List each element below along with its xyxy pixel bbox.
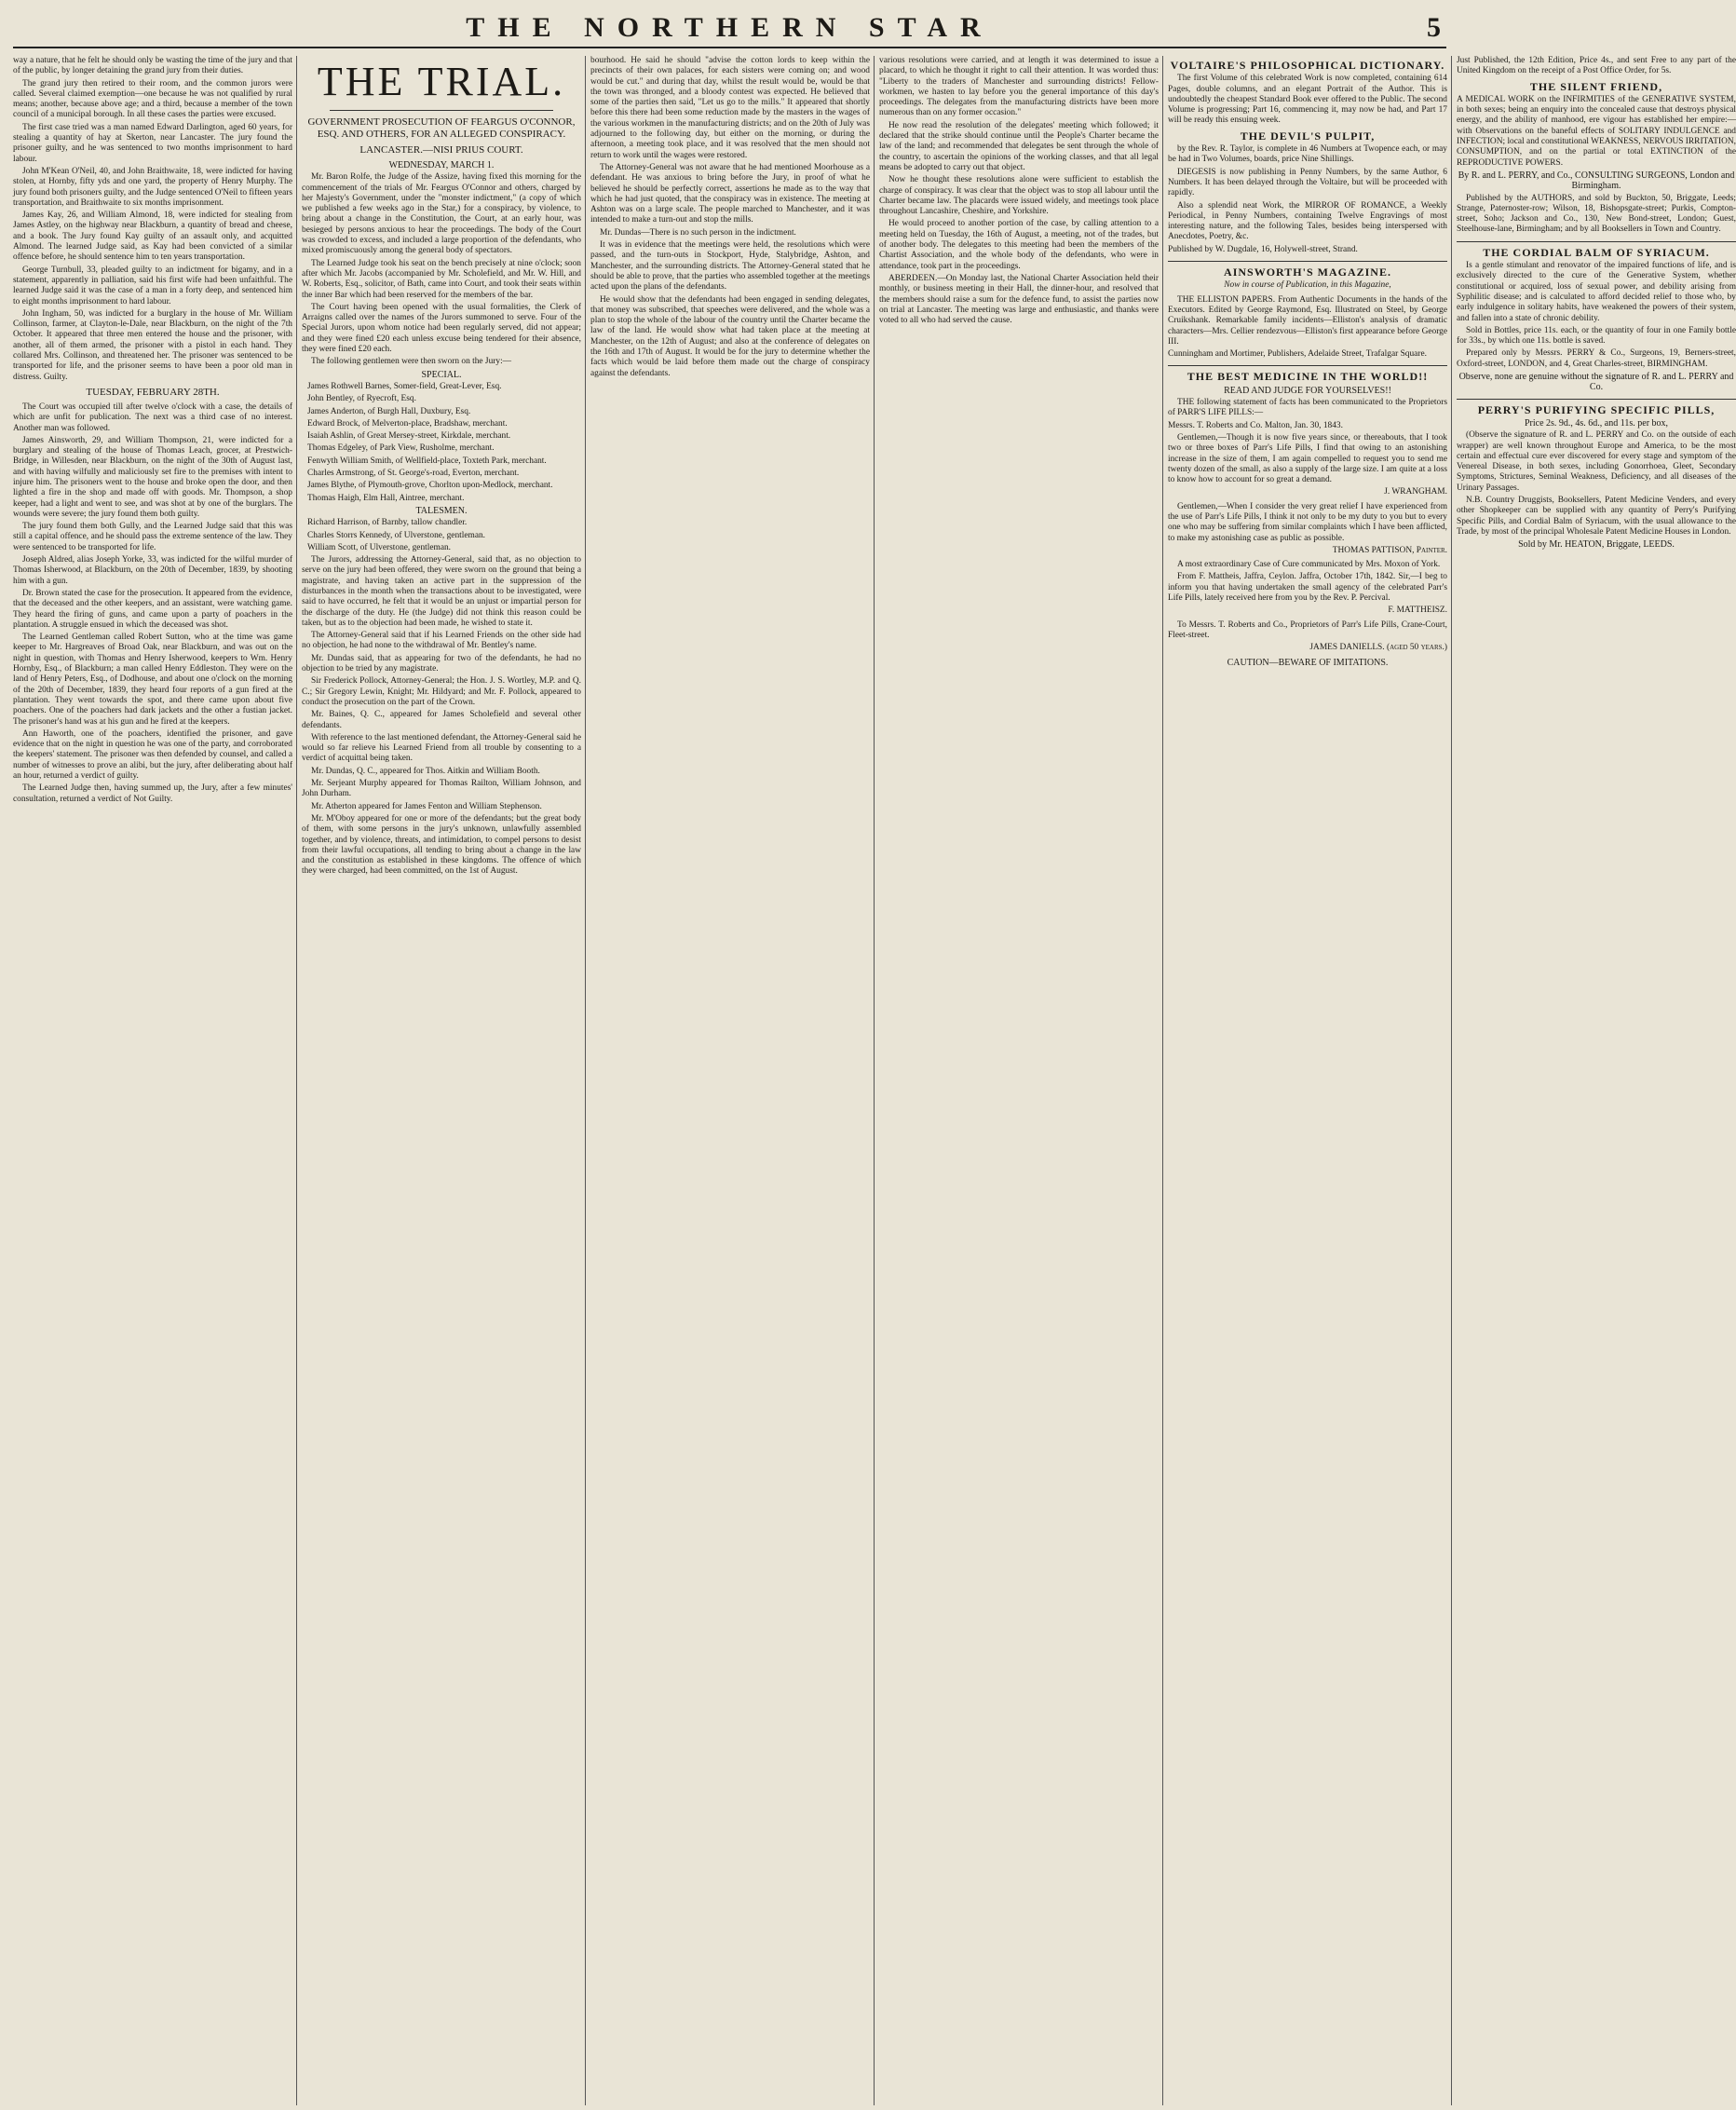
- paragraph: It was in evidence that the meetings were held, the resolutions which were passed, and the turn-outs in Stockport, Hyde, Stalybridge, Ashton, and Manchester, and the surrounding districts. The Attorney-General stated that he should be able to prove, that the parties who assembled together at the meetings acted upon the plans of the defendants.: [590, 240, 870, 293]
- paragraph: The jury found them both Gully, and the Learned Judge said that this was still a capital offence, and he should pass the extreme sentence of the law. They were sentenced to be transported for life.: [13, 522, 292, 552]
- paragraph: The following gentlemen were then sworn on the Jury:—: [311, 357, 512, 367]
- paragraph: The grand jury then retired to their room, and the common jurors were called. Several claimed exemption—one because he was not qualified by rural means; another, because above age; and a third, because a member of the town council of a municipal borough. In all these cases the parties were excused.: [13, 78, 292, 120]
- ad-signature: J. WRANGHAM.: [1384, 487, 1447, 497]
- divider: [1168, 261, 1447, 262]
- ad-body: DIEGESIS is now publishing in Penny Numbers, by the same Author, 6 Numbers. It has been delayed through the Voltaire, but will be proceeded with rapidly.: [1168, 167, 1447, 198]
- ad-subtitle: Now in course of Publication, in this Magazine,: [1224, 280, 1391, 291]
- paragraph: The first case tried was a man named Edward Darlington, aged 60 years, for stealing a quantity of hay at Skerton, near Lancaster. The jury found the prisoner guilty, and he was sentenced to two months imprisonment to hard labour.: [13, 122, 292, 164]
- ad-title: THE BEST MEDICINE IN THE WORLD!!: [1187, 370, 1429, 384]
- paragraph: Dr. Brown stated the case for the prosecution. It appeared from the evidence, that the deceased and the other keepers, and an assistant, were watching game. They heard the firing of guns, and came upon a party of poachers in the plantation. A struggle ensued in which the deceased was shot.: [13, 588, 292, 630]
- column-6: [1457, 56, 1736, 2105]
- paragraph: James Kay, 26, and William Almond, 18, were indicted for stealing from James Astley, on the highway near Blackburn, a quantity of bread and cheese, and a book. The Jury found Kay guilty of an assault only, and acquitted Almond. The learned Judge said, as Kay had been convicted of a similar offence before, he should sentence him to ten years transportation.: [13, 211, 292, 263]
- divider: [1457, 241, 1736, 242]
- ad-seller: Sold by Mr. HEATON, Briggate, LEEDS.: [1518, 539, 1675, 551]
- paragraph: John M'Kean O'Neil, 40, and John Braithwaite, 18, were indicted for having stolen, at Hornby, fifty yds and one yard, the property of Henry Murphy. The jury found both prisoners guilty, and the Judge sentenced O'Neil to fifteen years transportation, and Braithwaite to six months imprisonment.: [13, 166, 292, 208]
- paragraph: The Court was occupied till after twelve o'clock with a case, the details of which are unfit for publication. The next was a third case of no interest. Another man was followed.: [13, 402, 292, 433]
- ad-title: PERRY'S PURIFYING SPECIFIC PILLS,: [1477, 402, 1716, 416]
- newspaper-title: THE NORTHERN STAR: [466, 12, 994, 43]
- paragraph: Joseph Aldred, alias Joseph Yorke, 33, was indicted for the wilful murder of Thomas Isherwood, at Blackburn, on the 20th of December, 1839, by shooting him with a gun.: [13, 555, 292, 586]
- talesmen-list: [302, 518, 581, 553]
- ad-body: A MEDICAL WORK on the INFIRMITIES of the GENERATIVE SYSTEM, in both sexes; being an enquiry into the concealed cause that destroys physical energy, and the ability of manhood, ere vigour has established her empire:—with Observations on the baneful effects of SOLITARY INDULGENCE and INFECTION; local and constitutional WEAKNESS, NERVOUS IRRITATION, CONSUMPTION, and on the partial or total EXTINCTION of the REPRODUCTIVE POWERS.: [1457, 94, 1736, 168]
- ad-title: THE DEVIL'S PULPIT,: [1240, 129, 1376, 143]
- article-subtitle: GOVERNMENT PROSECUTION OF FEARGUS O'CONNOR, ESQ. AND OTHERS, FOR AN ALLEGED CONSPIRACY.: [307, 116, 576, 140]
- paragraph: Ann Haworth, one of the poachers, identified the prisoner, and gave evidence that on the night in question he was one of the party, and corroborated the keepers' statement. The prisoner was then defended by counsel, and called a number of witnesses to prove an alibi, but the jury, after deliberating about half an hour, returned a verdict of guilty.: [13, 728, 292, 781]
- ad-publisher: Published by W. Dugdale, 16, Holywell-street, Strand.: [1168, 244, 1358, 254]
- ad-price: Sold in Bottles, price 11s. each, or the quantity of four in one Family bottle for 33s., by which one 11s. bottle is saved.: [1457, 325, 1736, 347]
- paragraph: ABERDEEN.—On Monday last, the National Charter Association held their monthly, or business meeting in their Hall, the dinner-hour, and resolved that the members should raise a sum for the defence fund, to assist the parties now on trial at Lancaster. The meeting was large and enthusiastic, and thanks were voted to all who had served the cause.: [879, 273, 1159, 326]
- ad-body: by the Rev. R. Taylor, is complete in 46 Numbers at Twopence each, or may be had in Two Volumes, boards, price Nine Shillings.: [1168, 144, 1447, 165]
- ad-title: AINSWORTH'S MAGAZINE.: [1224, 265, 1391, 279]
- juror: William Scott, of Ulverstone, gentleman.: [307, 542, 452, 552]
- ad-body: The first Volume of this celebrated Work is now completed, containing 614 Pages, double columns, and an elegant Portrait of the Author. This is undoubtedly the cheapest Standard Book ever offered to the Public. The second Volume is progressing; Part 16, commencing it, may now be had, and Part 17 will be ready this ensuing week.: [1168, 74, 1447, 126]
- paragraph: Now he thought these resolutions alone were sufficient to establish the charge of conspiracy. It was clear that the object was to stop all labour until the Charter became law. The placards were issued widely, and meetings took place throughout Lancashire, Cheshire, and Yorkshire.: [879, 175, 1159, 217]
- ad-body: A most extraordinary Case of Cure communicated by Mrs. Moxon of York.: [1177, 560, 1441, 570]
- divider: [1168, 365, 1447, 366]
- ad-signature: JAMES DANIELLS. (aged 50 years.): [1309, 643, 1447, 653]
- column-3: [590, 56, 870, 2105]
- paragraph: bourhood. He said he should "advise the cotton lords to keep within the precincts of their own palaces, for each sisters were coming on; and wood would be cut." and during that day, whilst the result would be, would be that the town was thronged, and a bloody contest was expected. He believed that some of the parties then said, "Let us go to the mills." It appeared that shortly before this there had been some reduction made by the masters in the wages of the various workmen in the manufacturing districts; and on the 20th of July was adjourned to the following day, but either on the morning, or during the afternoon, a meeting took place, and it was resolved that the men should not return to work until the wages were restored.: [590, 56, 870, 160]
- ad-body: (Observe the signature of R. and L. PERRY and Co. on the outside of each wrapper) are well known throughout Europe and America, to be the most certain and effectual cure ever discovered for every stage and symptom of the Venereal Disease, in both sexes, including Gonorrhoea, Gleet, Secondary Symptoms, Strictures, Seminal Weakness, Deficiency, and all diseases of the Urinary Passages.: [1457, 430, 1736, 493]
- columns: [13, 56, 1736, 2105]
- juror: Charles Armstrong, of St. George's-road, Everton, merchant.: [307, 469, 520, 479]
- court-heading: LANCASTER.—NISI PRIUS COURT.: [359, 144, 523, 156]
- column-5: [1168, 56, 1447, 2105]
- paragraph: With reference to the last mentioned defendant, the Attorney-General said he would so far relieve his Learned Friend from all trouble by consenting to a verdict of acquittal being taken.: [302, 732, 581, 764]
- column-2: [302, 56, 581, 2105]
- paragraph: Mr. Dundas, Q. C., appeared for Thos. Aitkin and William Booth.: [311, 766, 540, 776]
- paragraph: The Court having been opened with the usual formalities, the Clerk of Arraigns called over the names of the Jurors summoned to serve. Four of the Special Jurors, upon whom notice had been regularly served, did not appear; and they were fined £20 each unless excuse being tendered for their absence, they were fined £20 each.: [302, 302, 581, 355]
- ad-authors: By R. and L. PERRY, and Co., CONSULTING SURGEONS, London and Birmingham.: [1458, 170, 1735, 192]
- paragraph: The Jurors, addressing the Attorney-General, said that, as no objection to serve on the jury had been offered, they were sworn on the ground that being a magistrate, and having taken an active part in the suppression of the disturbances in the month when the transactions about to be investigated, were said to have occurred, he felt that it would be an unjust or impartial person for the discharge of the duty. He (the Judge) did not think this reason could be taken, but as to the objection had been made, he wished to state it.: [302, 555, 581, 628]
- ad-body: Also a splendid neat Work, the MIRROR OF ROMANCE, a Weekly Periodical, in Penny Numbers, containing Twelve Engravings of most interesting nature, and the following Tales, besides being interspersed with Anecdotes, Poetry, &c.: [1168, 200, 1447, 242]
- column-1: [13, 56, 292, 2105]
- paragraph: Mr. Atherton appeared for James Fenton and William Stephenson.: [311, 801, 542, 811]
- ad-body: From F. Mattheis, Jaffra, Ceylon. Jaffra, October 17th, 1842. Sir,—I beg to inform you that having undertaken the small agency of the celebrated Parr's Life Pills, lately received here from you by the Rev. P. Percival.: [1168, 572, 1447, 604]
- paragraph: He would show that the defendants had been engaged in sending delegates, that money was subscribed, that speeches were delivered, and the whole was a plan to stop the whole of the labour of the country until the Charter became the law of the land. He would show what had taken place at the meeting at Manchester, on the 12th of August; and also at the conference of delegates on the 16th and 17th of August. It would be for the jury to determine whether the facts which would be laid before them made out the charge of conspiracy against the defendants.: [590, 294, 870, 378]
- paragraph: The Attorney-General said that if his Learned Friends on the other side had no objection, he had none to the withdrawal of Mr. Bentley's name.: [302, 631, 581, 651]
- masthead: [13, 9, 1446, 48]
- paragraph: Mr. Serjeant Murphy appeared for Thomas Railton, William Johnson, and John Durham.: [302, 779, 581, 799]
- paragraph: Mr. Baines, Q. C., appeared for James Scholefield and several other defendants.: [302, 710, 581, 730]
- jury-heading-talesmen: TALESMEN.: [415, 505, 468, 516]
- article-title: THE TRIAL.: [317, 59, 566, 104]
- ad-body: Prepared only by Messrs. PERRY & Co., Surgeons, 19, Berners-street, Oxford-street, LONDON, and 4, Great Charles-street, BIRMINGHAM.: [1457, 348, 1736, 369]
- ad-title: VOLTAIRE'S PHILOSOPHICAL DICTIONARY.: [1170, 59, 1445, 72]
- juror: Thomas Edgeley, of Park View, Rusholme, merchant.: [307, 443, 495, 454]
- ad-addressee: Messrs. T. Roberts and Co. Malton, Jan. 30, 1843.: [1168, 420, 1343, 430]
- ad-signature: F. MATTHEISZ.: [1388, 606, 1447, 616]
- ad-price: Price 2s. 9d., 4s. 6d., and 11s. per box,: [1524, 417, 1669, 429]
- juror: Richard Harrison, of Barnby, tallow chandler.: [307, 518, 468, 528]
- juror: Thomas Haigh, Elm Hall, Aintree, merchant.: [307, 493, 465, 503]
- juror: Fenwyth William Smith, of Wellfield-place, Toxteth Park, merchant.: [307, 456, 547, 466]
- paragraph: George Turnbull, 33, pleaded guilty to an indictment for bigamy, and in a statement, apparently in palliation, said his first wife had been unfaithful. The learned Judge said it was the case of a man in a forty deep, and sentenced him to eight months imprisonment to hard labour.: [13, 265, 292, 306]
- ad-body: THE following statement of facts has been communicated to the Proprietors of PARR'S LIFE PILLS:—: [1168, 398, 1447, 418]
- juror: John Bentley, of Ryecroft, Esq.: [307, 394, 416, 404]
- juror: Edward Brock, of Melverton-place, Bradshaw, merchant.: [307, 418, 508, 429]
- paragraph: Mr. Baron Rolfe, the Judge of the Assize, having fixed this morning for the commencement of the trials of Mr. Feargus O'Connor and others, charged by her Majesty's Government, under the "monster indictment," (a copy of which we published a few weeks ago in the Star,) for a conspiracy, by violence, to bring about a change in the Constitution, the Court, at an early hour, was besieged by persons anxious to hear the proceedings. The body of the Court was crowded to excess, and included a large proportion of the defendants, who mixed promiscuously among the general body of spectators.: [302, 172, 581, 256]
- ad-body: THE ELLISTON PAPERS. From Authentic Documents in the hands of the Executors. Edited by George Raymond, Esq. Illustrated on Steel, by George Cruikshank. Remarkable family incidents—Elliston's analysis of dramatic characters—Mrs. Cellier rendezvous—Elliston's first appearance before George III.: [1168, 294, 1447, 347]
- paragraph: way a nature, that he felt he should only be wasting the time of the jury and that of the public, by longer detaining the grand jury from their duties.: [13, 56, 292, 76]
- divider: [330, 110, 553, 111]
- paragraph: He would proceed to another portion of the case, by calling attention to a meeting held on Tuesday, the 16th of August, a meeting, not of the trades, but of another body. The delegates to this meeting had been the members of the Chartist Association, and the whole body of the defendants, who were in attendance, took part in the proceedings.: [879, 219, 1159, 271]
- paragraph: The Learned Judge then, having summed up, the Jury, after a few minutes' consultation, returned a verdict of Not Guilty.: [13, 783, 292, 804]
- ad-body: Gentlemen,—Though it is now five years since, or thereabouts, that I took two or three boxes of Parr's Life Pills, I find that owing to an astonishing increase in the size of them, I am again compelled to request you to send me twenty dozen of the small, as also a supply of the large size. I am quite at a loss to know how to account for so great a demand.: [1168, 432, 1447, 485]
- juror: Charles Storrs Kennedy, of Ulverstone, gentleman.: [307, 530, 486, 540]
- divider: [1457, 399, 1736, 400]
- ad-body: Gentlemen,—When I consider the very great relief I have experienced from the use of Parr's Life Pills, I think it not only to be my duty to you but to every one who may be suffering from similar complaints which I have been afflicted, to make my astonishing case as public as possible.: [1168, 501, 1447, 543]
- juror: Isaiah Ashlin, of Great Mersey-street, Kirkdale, merchant.: [307, 431, 511, 442]
- paragraph: Mr. Dundas—There is no such person in the indictment.: [600, 227, 796, 238]
- juror: James Anderton, of Burgh Hall, Duxbury, Esq.: [307, 406, 471, 416]
- juror: James Rothwell Barnes, Somer-field, Great-Lever, Esq.: [307, 381, 502, 391]
- date-heading: WEDNESDAY, MARCH 1.: [388, 160, 495, 170]
- ad-publisher: Cunningham and Mortimer, Publishers, Adelaide Street, Trafalgar Square.: [1168, 349, 1427, 360]
- paragraph: various resolutions were carried, and at length it was determined to issue a placard, to which he thought it right to call their attention. It was worded thus: "Liberty to the traders of Manchester and surrounding districts! Fellow-workmen, we hasten to lay before you the general importance of this day's proceedings. The delegates from the manufacturing districts have been more numerous than on any former occasion.": [879, 56, 1159, 118]
- ad-title: THE CORDIAL BALM OF SYRIACUM.: [1483, 245, 1710, 259]
- special-jury-list: [302, 382, 581, 504]
- ad-body: To Messrs. T. Roberts and Co., Proprietors of Parr's Life Pills, Crane-Court, Fleet-street.: [1168, 619, 1447, 640]
- paragraph: The Attorney-General was not aware that he had mentioned Moorhouse as a defendant. He was anxious to bring before the Jury, in proof of what he believed he should be perfectly correct, assertions he made as to the way that which he had just quoted, that the conspiracy was in existence. The meeting at Ashton was on a large scale. The people marched to Manchester, and it was intended to make a turn-out and stop the mills.: [590, 162, 870, 225]
- paragraph: The Learned Judge took his seat on the bench precisely at nine o'clock; soon after which Mr. Jacobs (accompanied by Mr. Scholefield, and Mr. W. Hill, and W. Roberts, Esq., solicitor, of Bath, came into Court, and took their seats within the inner Bar which had been reserved for the members of the bar.: [302, 258, 581, 300]
- ad-notice: Observe, none are genuine without the signature of R. and L. PERRY and Co.: [1458, 372, 1734, 393]
- juror: James Blythe, of Plymouth-grove, Chorlton upon-Medlock, merchant.: [307, 481, 553, 491]
- paragraph: Sir Frederick Pollock, Attorney-General; the Hon. J. S. Wortley, M.P. and Q. C.; Sir Gregory Lewin, Knight; Mr. Hildyard; and Mr. F. Pollock, appeared to conduct the prosecution on the part of the Crown.: [302, 676, 581, 707]
- ad-subtitle: READ AND JUDGE FOR YOURSELVES!!: [1224, 385, 1391, 396]
- ad-title: THE SILENT FRIEND,: [1529, 79, 1663, 93]
- jury-heading-special: SPECIAL.: [421, 369, 462, 380]
- caution-heading: CAUTION—BEWARE OF IMITATIONS.: [1227, 657, 1389, 668]
- paragraph: John Ingham, 50, was indicted for a burglary in the house of Mr. William Collinson, farmer, at Clayton-le-Dale, near Blackburn, on the night of the 7th October. It appeared that three men entered the house and the prisoner, with another, all of them armed, the prisoner with a pistol in each hand. They collared Mrs. Collinson, and threatened her. The prisoner was sentenced to be transported for life, and the prisoner seems to have been a poor old man in distress. Guilty.: [13, 308, 292, 382]
- section-heading: TUESDAY, FEBRUARY 28TH.: [86, 386, 220, 398]
- ad-body: Just Published, the 12th Edition, Price 4s., and sent Free to any part of the United Kingdom on the receipt of a Post Office Order, for 5s.: [1457, 56, 1736, 76]
- paragraph: Mr. Dundas said, that as appearing for two of the defendants, he had no objection to be tried by any magistrate.: [302, 653, 581, 674]
- paragraph: The Learned Gentleman called Robert Sutton, who at the time was game keeper to Mr. Hargreaves of Broad Oak, near Blackburn, and was out on the night in question, with Thomas and Henry Isherwood, keepers to Wm. Henry Hornby, Esq., of Blackburn; a man called Henry Eddleston. They were on the land of Henry Peters, Esq., of Dodhouse, and about one o'clock on the morning of the 20th of December, 1839, they heard four reports of a gun fired at the plantation. They went towards the spot, and there came upon about five poachers. One of the poachers had dark jackets and the other a fustian jacket. The prisoner's hand was at his gun and he fired at the keepers.: [13, 633, 292, 727]
- ad-body: Is a gentle stimulant and renovator of the impaired functions of life, and is exclusively directed to the cure of the Generative System, whether constitutional or acquired, loss of sexual power, and debility arising from Syphilitic disease; and is calculated to afford decided relief to those who, by early indulgence in solitary habits, have weakened the powers of their system, and fallen into a state of chronic debility.: [1457, 261, 1736, 323]
- paragraph: James Ainsworth, 29, and William Thompson, 21, were indicted for a burglary and stealing of the house of Thomas Leach, grocer, at Prestwich-Bridge, in Willesden, near Blackburn, on the night of the 30th of August last, and with having wilfully and maliciously set fire to the premises with intent to injure him. The prisoners went to the house and broke open the door, and then lighted a fire in the shop and made off with goods. Mr. Thompson, a shop keeper, had a light and went to see, and was shot at by one of the burglars. The wounds were severe; the jury found them both guilty.: [13, 435, 292, 519]
- column-4: [879, 56, 1159, 2105]
- ad-signature: THOMAS PATTISON, Painter.: [1332, 545, 1447, 555]
- page-number: 5: [1427, 12, 1441, 43]
- ad-body: N.B. Country Druggists, Booksellers, Patent Medicine Venders, and every other Shopkeeper can be supplied with any quantity of Perry's Purifying Specific Pills, and Cordial Balm of Syriacum, with the usual allowance to the Trade, by most of the principal Wholesale Patent Medicine Houses in London.: [1457, 495, 1736, 537]
- paragraph: Mr. M'Oboy appeared for one or more of the defendants; but the great body of them, with some persons in the jury's unknown, unlawfully assembled together, and by violence, threats, and intimidation, to compel persons to desist from their lawful occupations, all tending to bring about a change in the law and the constitution as established in these kingdoms. The offence of which they were charged, had been committed, on the 1st of August.: [302, 813, 581, 877]
- paragraph: He now read the resolution of the delegates' meeting which followed; it declared that the strike should continue until the People's Charter became the law of the land; and recommended that delegates be sent through the whole of the country, to ascertain the opinions of the working classes, and that all legal means be adopted to carry out that object.: [879, 120, 1159, 172]
- ad-publisher: Published by the AUTHORS, and sold by Buckton, 50, Briggate, Leeds; Strange, Paternoster-row; Wilson, 18, Bishopsgate-street; Purkis, Compton-street, Soho; Jackson and Co., 130, New Bond-street, London; Guest, Steelhouse-lane, Birmingham; and by all Booksellers in Town and Country.: [1457, 193, 1736, 235]
